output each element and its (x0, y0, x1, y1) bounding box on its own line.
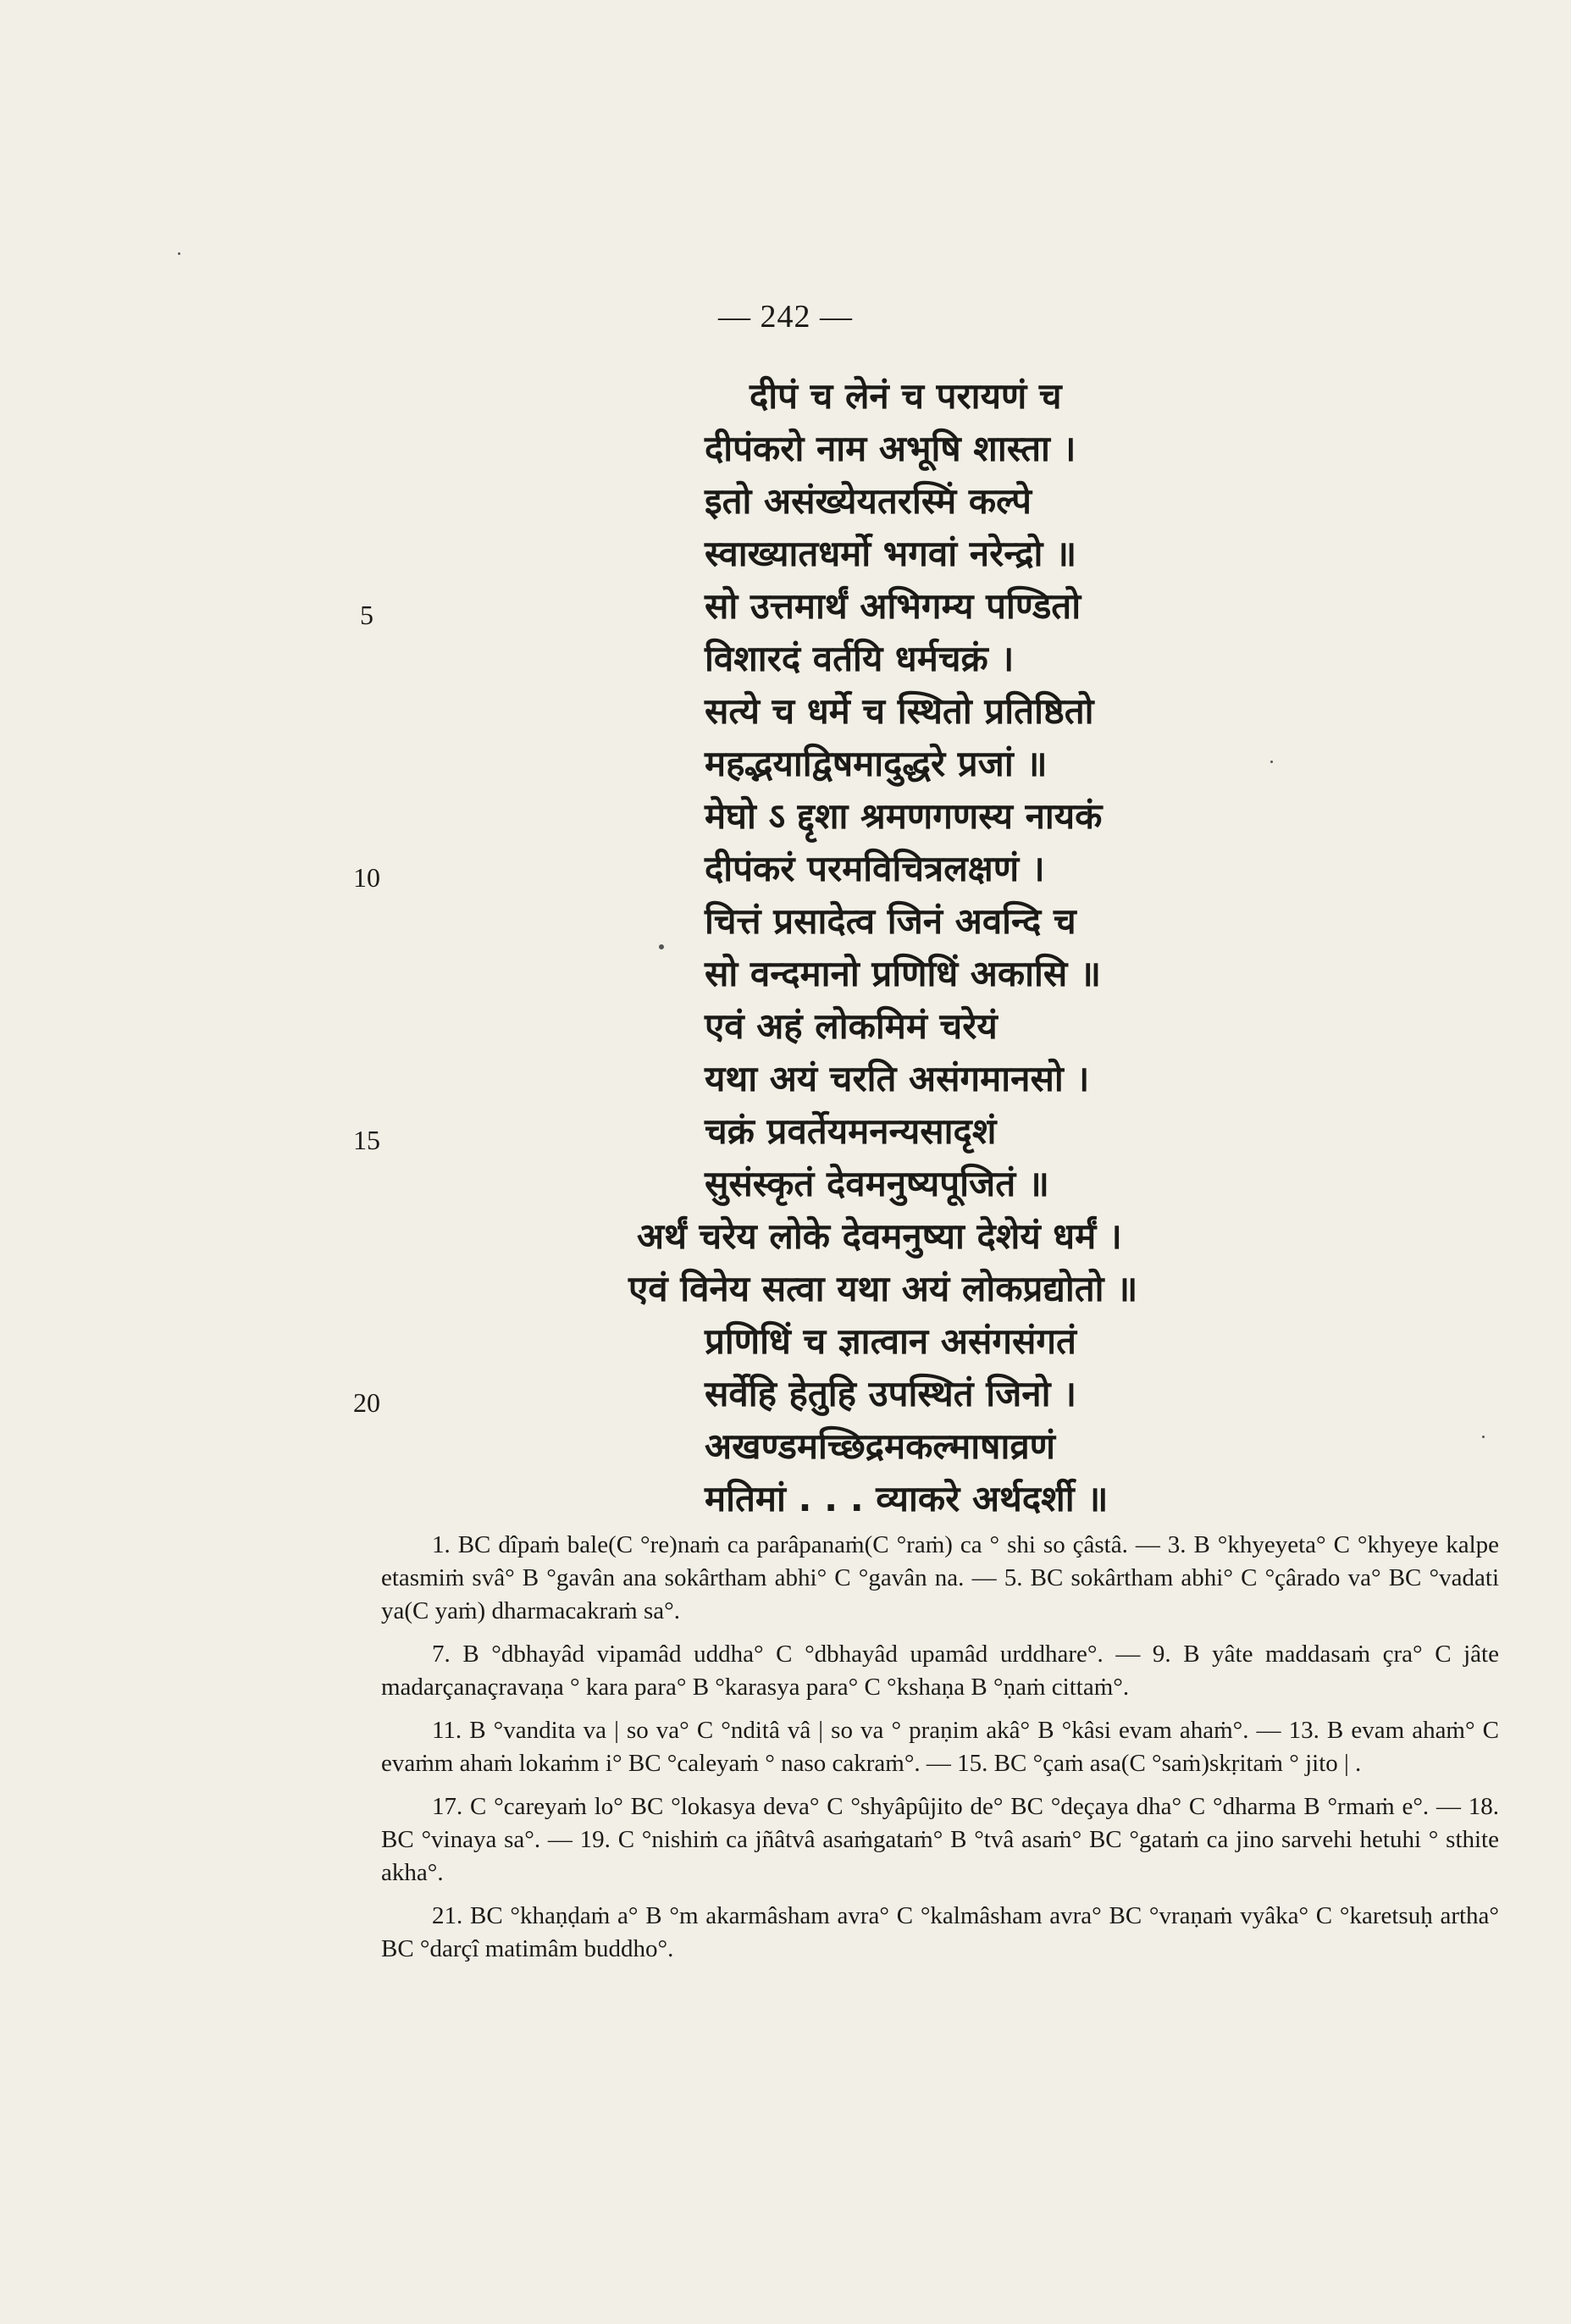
verse-line: सो वन्दमानो प्रणिधिं अकासि ॥ (705, 953, 1102, 994)
print-speck (659, 944, 664, 949)
line-number-marker: 5 (360, 600, 373, 630)
verse-line: स्वाख्यातधर्मो भगवां नरेन्द्रो ॥ (705, 533, 1077, 574)
verse-line: दीपं च लेनं च परायणं च (750, 375, 1062, 417)
verse-line: सर्वेहि हेतुहि उपस्थितं जिनो । (705, 1373, 1077, 1414)
verse-line: चक्रं प्रवर्तेयमनन्यसादृशं (705, 1110, 997, 1152)
page-number: — 242 — (718, 299, 853, 335)
verse-line: सो उत्तमार्थं अभिगम्य पण्डितो (705, 585, 1081, 627)
verse-line: अखण्डमच्छिद्रमकल्माषाव्रणं (705, 1425, 1056, 1467)
verse-line: चित्तं प्रसादेत्व जिनं अवन्दि च (705, 900, 1076, 942)
line-number-marker: 20 (353, 1387, 380, 1418)
apparatus-note: 1. BC dîpaṁ bale(C °re)naṁ ca parâpanaṁ(C °raṁ) ca ° shi so çâstâ. — 3. B °khyeyeta° C °khyeye kalpe etasmiṁ svâ° B °gavân ana sokârtham abhi° C °gavân na. — 5. BC sokârtham abhi° C °çârado va° BC °vadati ya(C yaṁ) dharmacakraṁ sa°. (381, 1531, 1499, 1624)
verse-line: दीपंकरं परमविचित्रलक्षणं । (705, 848, 1045, 889)
print-speck (1482, 1436, 1485, 1438)
verse-line: मतिमां . . . व्याकरे अर्थदर्शी ॥ (705, 1478, 1109, 1519)
verse-line: अर्थं चरेय लोके देवमनुष्या देशेयं धर्मं । (637, 1215, 1122, 1257)
verse-line: एवं विनेय सत्वा यथा अयं लोकप्रद्योतो ॥ (628, 1268, 1138, 1309)
verse-line: सुसंस्कृतं देवमनुष्यपूजितं ॥ (705, 1163, 1049, 1204)
apparatus-note: 7. B °dbhayâd vipamâd uddha° C °dbhayâd upamâd urddhare°. — 9. B yâte maddasaṁ çra° C jâte madarçanaçravaṇa ° kara para° B °karasya para° C °kshaṇa B °ṇaṁ cittaṁ°. (381, 1641, 1499, 1701)
verse-line: इतो असंख्येयतरस्मिं कल्पे (705, 480, 1032, 522)
verse-line: विशारदं वर्तयि धर्मचक्रं । (705, 638, 1015, 679)
print-speck (178, 252, 180, 255)
line-number-marker: 15 (353, 1125, 380, 1155)
line-number-marker: 10 (353, 862, 380, 893)
print-speck (1270, 761, 1273, 763)
verse-line: यथा अयं चरति असंगमानसो । (705, 1058, 1090, 1099)
critical-apparatus (381, 1529, 1499, 1976)
verse-line: मेघो ऽ द्दृशा श्रमणगणस्य नायकं (705, 795, 1103, 837)
verse-line: महद्भयाद्विषमादुद्धरे प्रजां ॥ (705, 743, 1048, 784)
verse-line: एवं अहं लोकमिमं चरेयं (705, 1005, 998, 1047)
verse-line: दीपंकरो नाम अभूषि शास्ता । (705, 428, 1076, 469)
apparatus-note: 21. BC °khaṇḍaṁ a° B °m akarmâsham avra° C °kalmâsham avra° BC °vraṇaṁ vyâka° C °karetsuḥ artha° BC °darçî matimâm buddho°. (381, 1902, 1499, 1962)
apparatus-note: 11. B °vandita va | so va° C °nditâ vâ | so va ° praṇim akâ° B °kâsi evam ahaṁ°. — 13. B evam ahaṁ° C evaṁm ahaṁ lokaṁm i° BC °caleyaṁ ° naso cakraṁ°. — 15. BC °çaṁ asa(C °saṁ)skṛitaṁ ° jito | . (381, 1717, 1499, 1777)
verse-line: प्रणिधिं च ज्ञात्वान असंगसंगतं (705, 1320, 1076, 1362)
verse-line: सत्ये च धर्मे च स्थितो प्रतिष्ठितो (705, 690, 1094, 732)
apparatus-note: 17. C °careyaṁ lo° BC °lokasya deva° C °shyâpûjito de° BC °deçaya dha° C °dharma B °rmaṁ e°. — 18. BC °vinaya sa°. — 19. C °nishiṁ ca jñâtvâ asaṁgataṁ° B °tvâ asaṁ° BC °gataṁ ca jino sarvehi hetuhi ° sthite akha°. (381, 1793, 1499, 1886)
